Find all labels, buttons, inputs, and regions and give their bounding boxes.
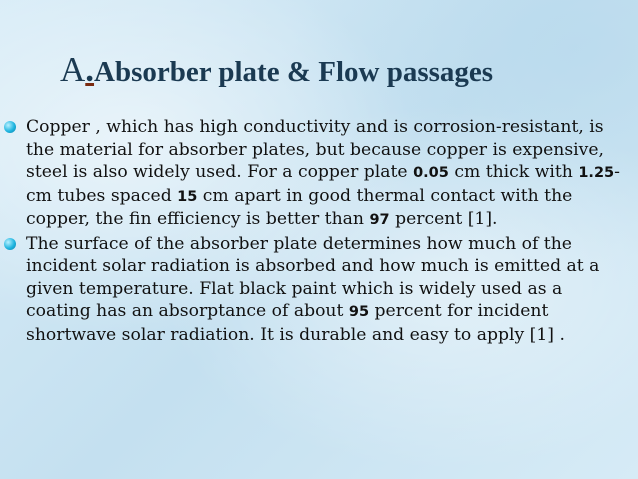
text-segment: percent for incident shortwave solar radiation. It is durable and easy to apply [1] . [26,301,565,345]
slide-title [60,50,493,90]
text-segment: The surface of the absorber plate determines how much of the incident solar radiation is absorbed and how much is emitted at a given temperature. Flat black paint which is widely used as a coating has an absorptance of about [26,233,600,321]
title-text: Absorber plate & Flow passages [94,56,494,88]
value-tube-spacing: 15 [177,188,198,205]
value-plate-thickness: 0.05 [413,165,449,181]
text-segment: cm apart in good thermal contact with the copper, the fin efficiency is better than [26,185,573,229]
value-fin-efficiency: 97 [369,212,390,228]
text-segment: cm thick with [448,162,579,182]
text-segment: percent [1]. [389,209,498,229]
bullet-item-copper [0,116,620,232]
bullet-icon [4,238,16,250]
title-section-dot: . [85,50,95,89]
title-section-letter: A [60,50,86,89]
value-tube-size: 1.25 [578,165,615,181]
bullet-item-surface [0,233,620,347]
text-segment: -cm tubes spaced [26,162,620,206]
bullet-list [0,116,620,346]
value-absorptance: 95 [348,304,370,320]
bullet-text [26,117,620,229]
text-segment: Copper , which has high conductivity and is corrosion-resistant, is the material for absorber plates, but because copper is expensive, steel is also widely used. For a copper plate [26,117,604,182]
bullet-icon [4,121,16,133]
bullet-text [26,234,599,345]
